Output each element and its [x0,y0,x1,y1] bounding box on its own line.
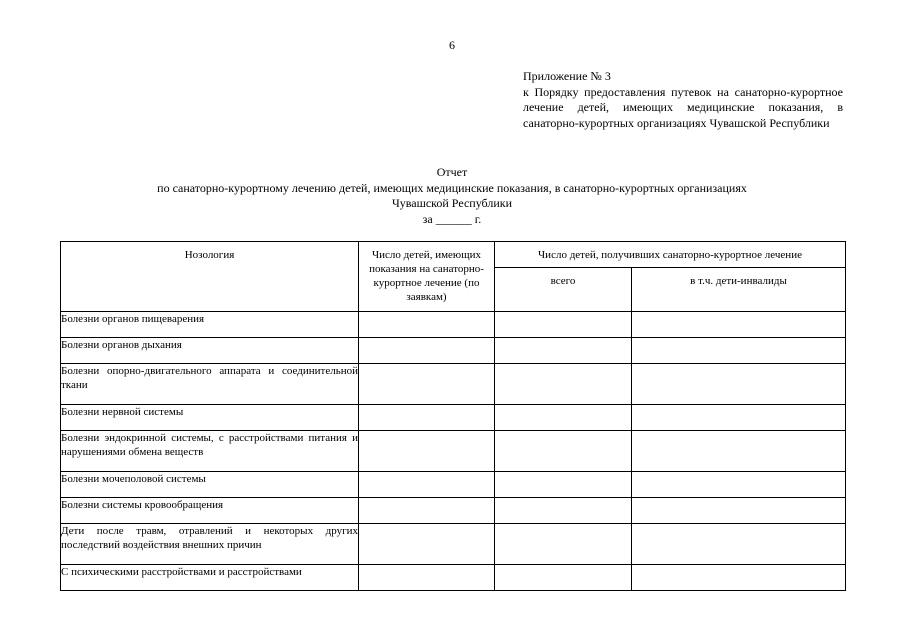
cell-indications [359,472,495,498]
table-row [61,364,846,405]
report-table [60,241,846,591]
cell-disabled [632,565,846,591]
header-children-with-indications-label: Число детей, имеющих показания на санаторно-курортное лечение (по заявкам) [369,249,484,303]
report-subtitle-2: Чувашской Республики [391,196,513,210]
header-nosology-label: Нозология [184,249,235,261]
table-row [61,524,846,565]
appendix-block [523,69,843,131]
cell-indications [359,498,495,524]
header-total-label: всего [550,275,576,287]
cell-total [495,472,632,498]
header-children-received-label: Число детей, получивших санаторно-курортное лечение [538,249,802,261]
appendix-body: к Порядку предоставления путевок на санаторно-курортное лечение детей, имеющих медицинские показания, в санаторно-курортных организациях Чувашской Республики [523,84,843,130]
table-row [61,498,846,524]
cell-disabled [632,472,846,498]
row-label: Болезни органов пищеварения [61,312,359,338]
table-row [61,312,846,338]
table-row [61,431,846,472]
cell-disabled [632,312,846,338]
row-label: Болезни эндокринной системы, с расстройствами питания и нарушениями обмена веществ [61,431,359,472]
report-subtitle-1: по санаторно-курортному лечению детей, имеющих медицинские показания, в санаторно-курортных организациях [157,180,747,195]
report-period: за ______ г. [422,211,482,226]
cell-disabled [632,498,846,524]
header-disabled [632,268,846,312]
cell-disabled [632,405,846,431]
cell-indications [359,312,495,338]
header-children-received [495,242,846,268]
row-label: Болезни системы кровообращения [61,498,359,524]
row-label: Болезни нервной системы [61,405,359,431]
header-disabled-label: в т.ч. дети-инвалиды [690,275,787,287]
cell-indications [359,405,495,431]
table-row [61,338,846,364]
cell-total [495,364,632,405]
cell-total [495,312,632,338]
cell-disabled [632,431,846,472]
table-row [61,472,846,498]
row-label: Болезни органов дыхания [61,338,359,364]
header-children-with-indications [359,242,495,312]
cell-total [495,524,632,565]
cell-disabled [632,524,846,565]
report-heading [60,165,844,227]
row-label: Дети после травм, отравлений и некоторых других последствий воздействия внешних причин [61,524,359,565]
appendix-title: Приложение № 3 [523,69,611,83]
cell-disabled [632,338,846,364]
cell-indications [359,524,495,565]
cell-total [495,405,632,431]
row-label: Болезни мочеполовой системы [61,472,359,498]
table-row [61,405,846,431]
cell-total [495,565,632,591]
cell-indications [359,338,495,364]
cell-indications [359,364,495,405]
row-label: Болезни опорно-двигательного аппарата и соединительной ткани [61,364,359,405]
cell-total [495,431,632,472]
cell-total [495,498,632,524]
row-label: С психическими расстройствами и расстройствами [61,565,359,591]
page-number: 6 [449,38,455,52]
cell-indications [359,565,495,591]
table-row [61,565,846,591]
cell-disabled [632,364,846,405]
cell-indications [359,431,495,472]
cell-total [495,338,632,364]
report-title: Отчет [436,165,468,179]
header-nosology [61,242,359,312]
header-total [495,268,632,312]
